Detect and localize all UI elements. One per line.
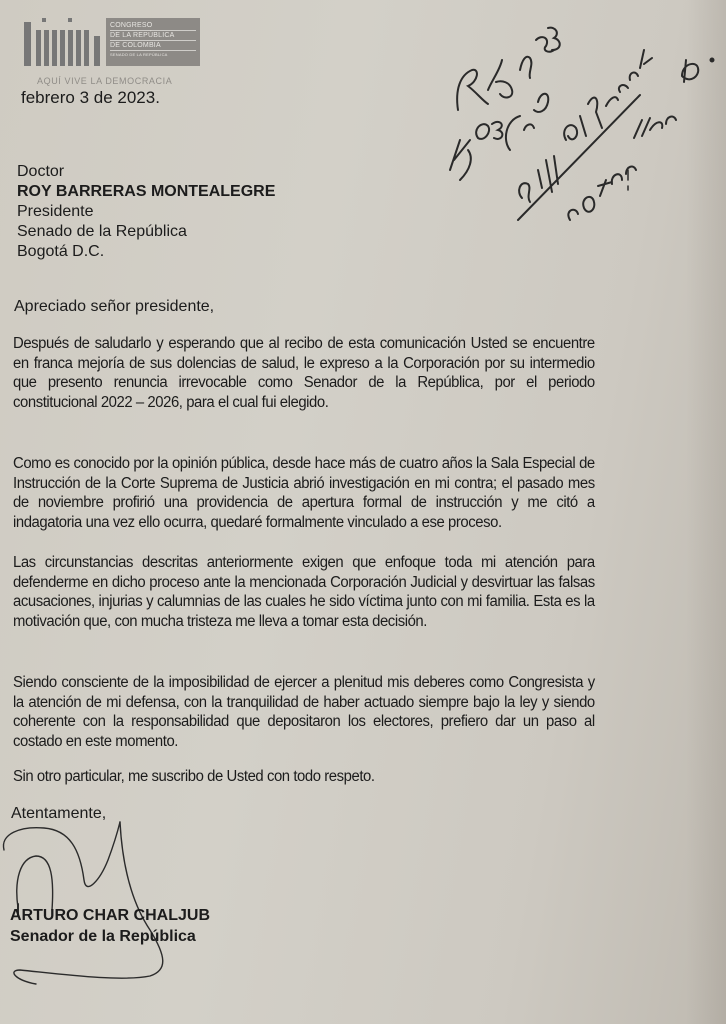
body-paragraph-5: Sin otro particular, me suscribo de Usted con todo respeto.: [13, 768, 375, 785]
salutation: Apreciado señor presidente,: [14, 298, 215, 315]
recipient-institution: Senado de la República: [17, 223, 187, 240]
recipient-name: ROY BARRERAS MONTEALEGRE: [17, 183, 276, 200]
closing: Atentamente,: [11, 805, 107, 822]
body-paragraph-3: Las circunstancias descritas anteriormente exigen que enfoque toda mi atención para defenderme en dicho proceso ante la mencionada Corporación Judicial y desvirtuar las falsas acusaciones, injurias y calumnias de las cuales he sido víctima junto con mi familia. Esta es la motivación que, con mucha tristeza me lleva a tomar esta decisión.: [13, 554, 595, 630]
capitol-building-icon: [24, 14, 102, 66]
recipient-block: [17, 162, 275, 262]
signer-block: [10, 905, 210, 947]
signer-title: Senador de la República: [10, 928, 196, 945]
congress-logo-text: CONGRESO DE LA REPÚBLICA DE COLOMBIA SENADO DE LA REPÚBLICA: [106, 18, 200, 66]
congress-logo: [24, 12, 202, 68]
body-paragraph-1: Después de saludarlo y esperando que al recibo de esta comunicación Usted se encuentre en franca mejoría de sus dolencias de salud, le expreso a la Corporación por su intermedio que presento renuncia irrevocable como Senador de la República, por el periodo constitucional 2022 – 2026, para el cual fui elegido.: [13, 335, 595, 411]
recipient-city: Bogotá D.C.: [17, 243, 105, 260]
letterhead-tagline: AQUÍ VIVE LA DEMOCRACIA: [37, 76, 173, 86]
body-paragraph-4: Siendo consciente de la imposibilidad de ejercer a plenitud mis deberes como Congresista y la atención de mi defensa, con la tranquilidad de haber actuado siempre bajo la ley y siendo coherente con la responsabilidad que depositaron los electores, prefiero dar un paso al costado en este momento.: [13, 674, 595, 750]
letter-date: febrero 3 de 2023.: [21, 88, 160, 107]
recipient-title: Doctor: [17, 163, 65, 180]
recipient-position: Presidente: [17, 203, 94, 220]
signer-name: ARTURO CHAR CHALJUB: [10, 907, 210, 924]
handwritten-receipt-note: [430, 20, 726, 240]
body-paragraph-2: Como es conocido por la opinión pública, desde hace más de cuatro años la Sala Especial de Instrucción de la Corte Suprema de Justicia abrió investigación en mi contra; el pasado mes de noviembre profirió una providencia de apertura formal de instrucción y me citó a indagatoria una vez ello ocurra, quedaré formalmente vinculado a ese proceso.: [13, 455, 595, 531]
